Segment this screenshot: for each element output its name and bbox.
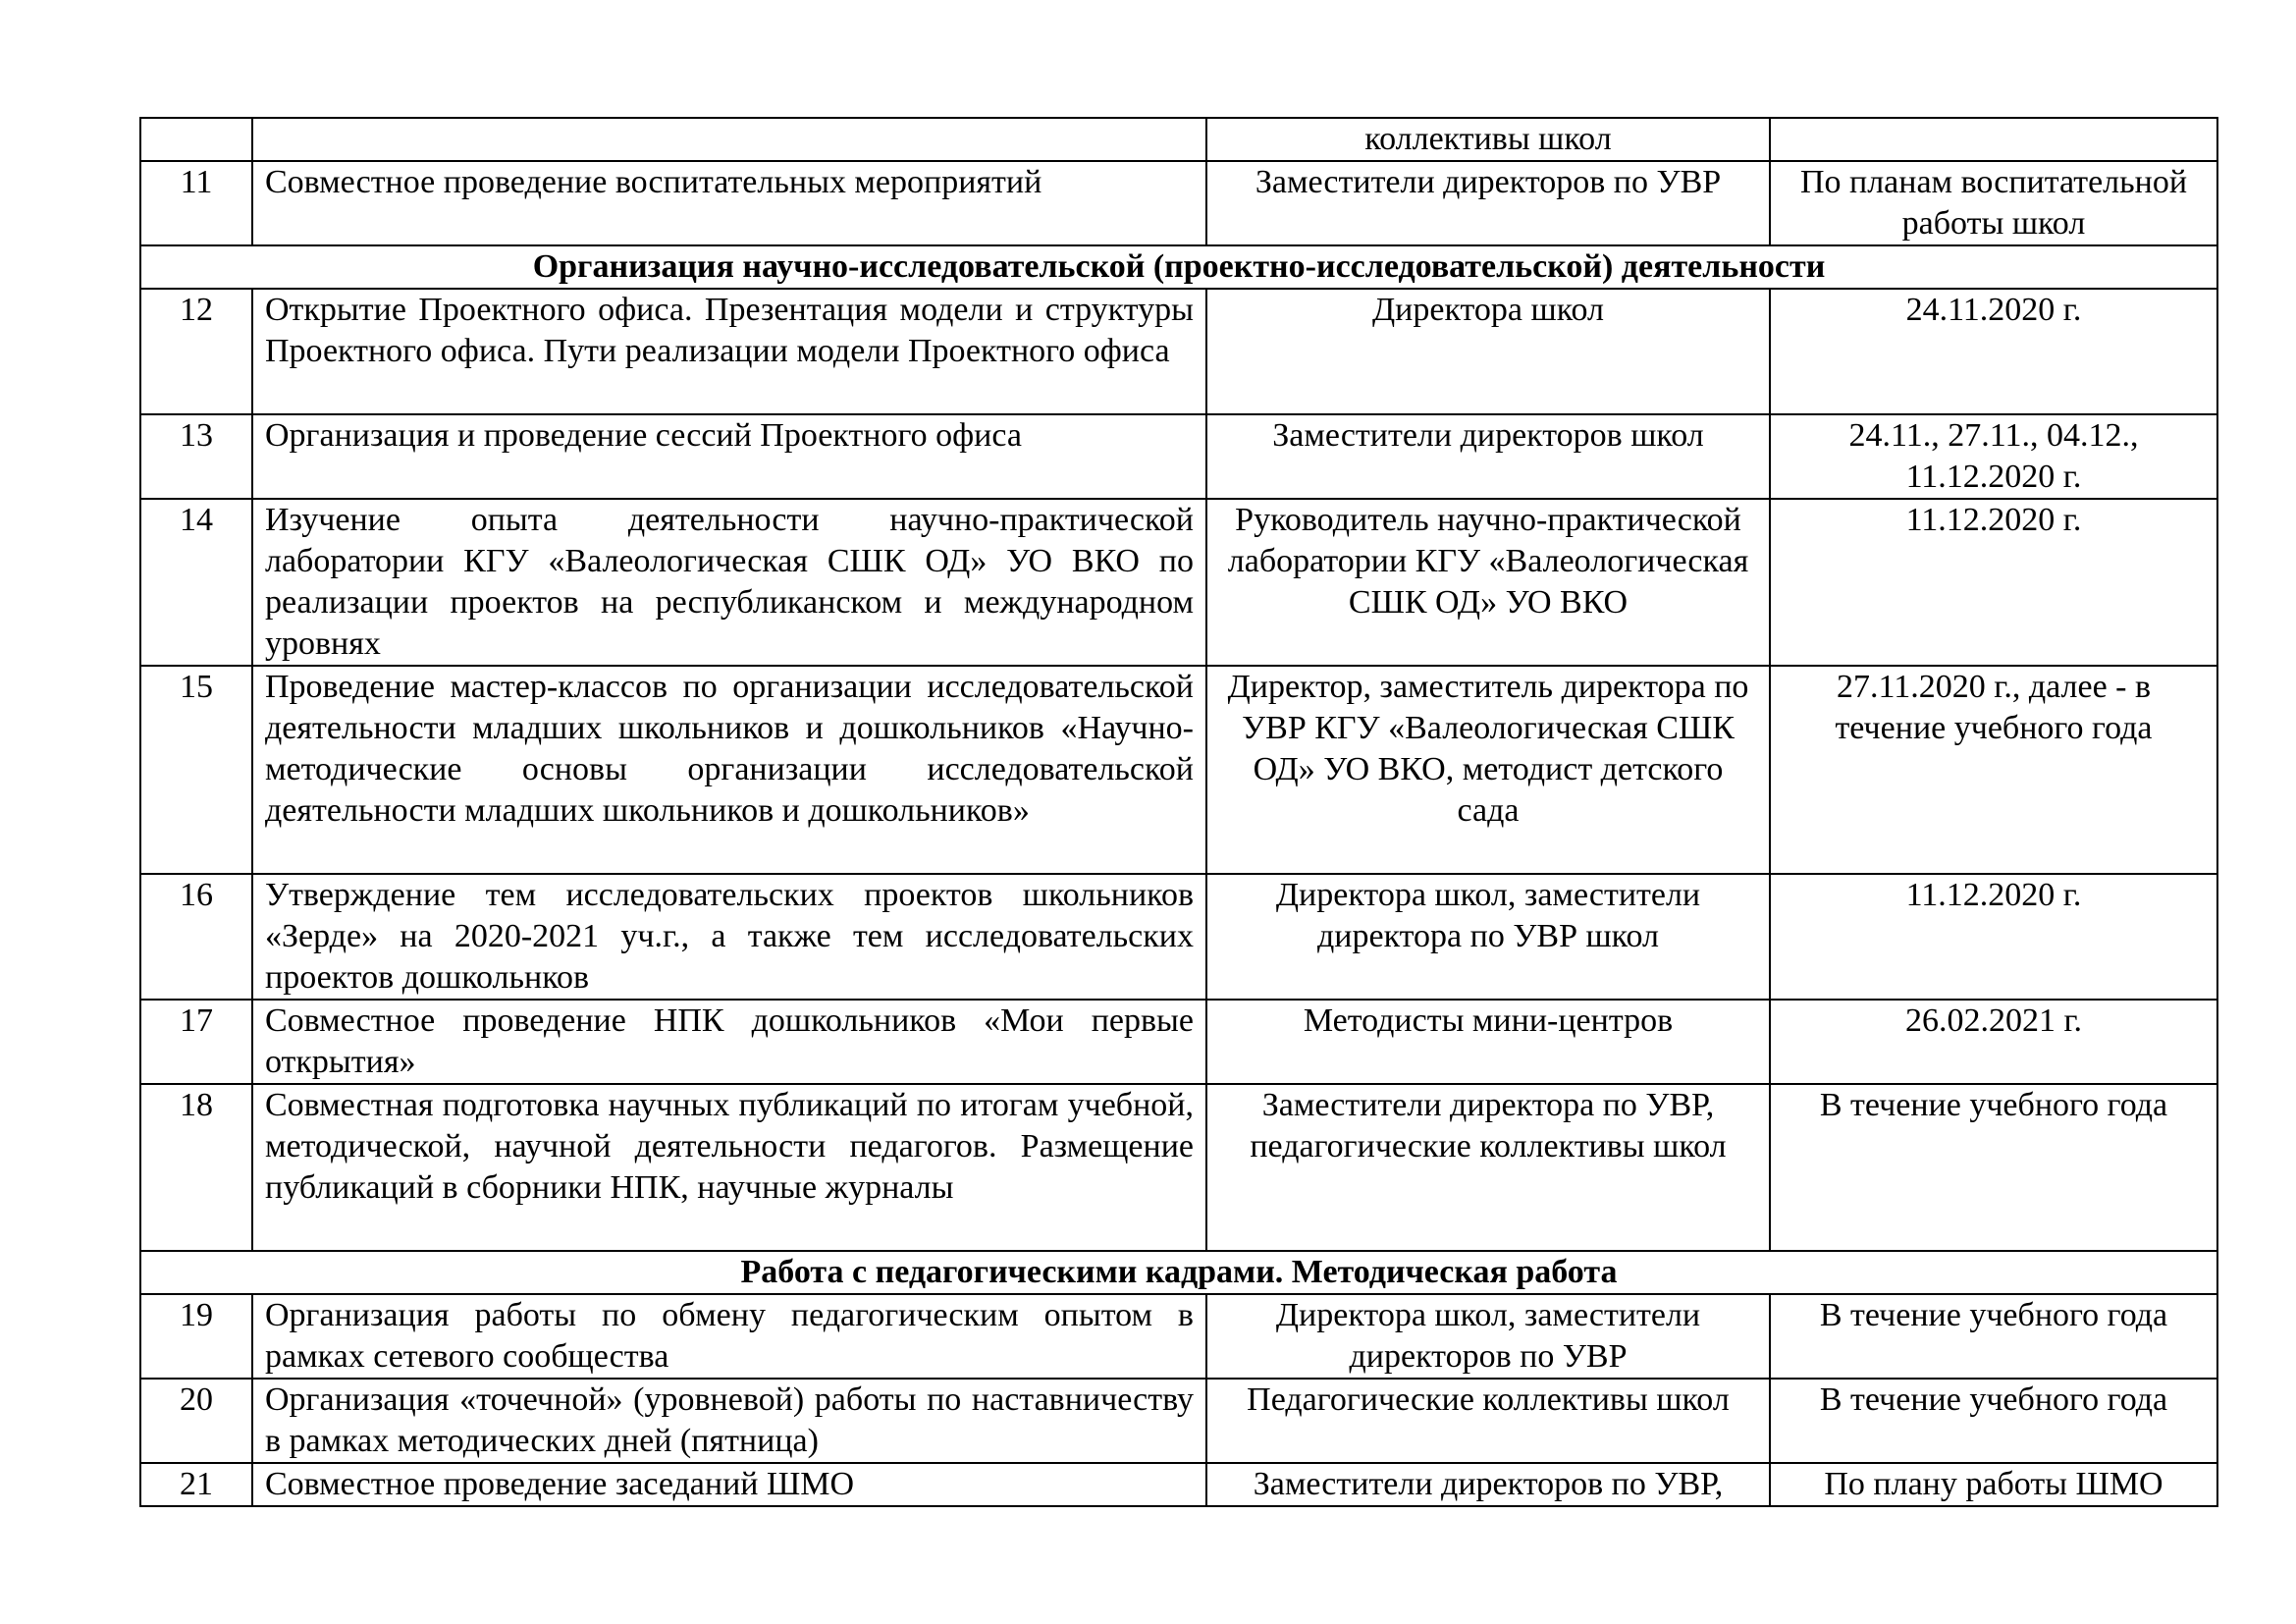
responsible-cell: Заместители директоров школ <box>1206 414 1770 499</box>
date-cell: 24.11., 27.11., 04.12., 11.12.2020 г. <box>1770 414 2217 499</box>
date-cell: 11.12.2020 г. <box>1770 874 2217 1000</box>
event-cell: Совместная подготовка научных публикаций по итогам учебной, методической, научной деятельности педагогов. Размещение публикаций в сборники НПК, научные журналы <box>252 1084 1206 1251</box>
event-cell: Совместное проведение заседаний ШМО <box>252 1463 1206 1506</box>
table-row <box>140 874 2217 1000</box>
row-number: 15 <box>140 666 252 874</box>
responsible-cell: Руководитель научно-практической лаборатории КГУ «Валеологическая СШК ОД» УО ВКО <box>1206 499 1770 666</box>
table-row <box>140 1000 2217 1084</box>
responsible-cell: Методисты мини-центров <box>1206 1000 1770 1084</box>
responsible-cell: Заместители директоров по УВР, <box>1206 1463 1770 1506</box>
row-number: 16 <box>140 874 252 1000</box>
event-cell: Открытие Проектного офиса. Презентация модели и структуры Проектного офиса. Пути реализации модели Проектного офиса <box>252 289 1206 414</box>
table-row <box>140 289 2217 414</box>
section-row <box>140 1251 2217 1294</box>
table-row <box>140 666 2217 874</box>
event-cell: Организация работы по обмену педагогическим опытом в рамках сетевого сообщества <box>252 1294 1206 1379</box>
section-row <box>140 245 2217 289</box>
table-row <box>140 161 2217 245</box>
date-cell: В течение учебного года <box>1770 1379 2217 1463</box>
table-row <box>140 499 2217 666</box>
responsible-cell: Директора школ <box>1206 289 1770 414</box>
responsible-cell: Заместители директора по УВР, педагогические коллективы школ <box>1206 1084 1770 1251</box>
document-page <box>139 117 2216 1507</box>
date-cell: 27.11.2020 г., далее - в течение учебного года <box>1770 666 2217 874</box>
responsible-cell: Заместители директоров по УВР <box>1206 161 1770 245</box>
responsible-cell: Директора школ, заместители директора по УВР школ <box>1206 874 1770 1000</box>
row-number: 18 <box>140 1084 252 1251</box>
responsible-cell: Педагогические коллективы школ <box>1206 1379 1770 1463</box>
event-cell: Организация «точечной» (уровневой) работы по наставничеству в рамках методических дней (пятница) <box>252 1379 1206 1463</box>
section-heading: Организация научно-исследовательской (проектно-исследовательской) деятельности <box>140 245 2217 289</box>
responsible-cell: Директор, заместитель директора по УВР КГУ «Валеологическая СШК ОД» УО ВКО, методист детского сада <box>1206 666 1770 874</box>
row-number: 13 <box>140 414 252 499</box>
row-number: 19 <box>140 1294 252 1379</box>
event-cell: Утверждение тем исследовательских проектов школьников «Зерде» на 2020-2021 уч.г., а также тем исследовательских проектов дошкольнков <box>252 874 1206 1000</box>
section-heading: Работа с педагогическими кадрами. Методическая работа <box>140 1251 2217 1294</box>
row-number: 21 <box>140 1463 252 1506</box>
table-row <box>140 118 2217 161</box>
row-number: 20 <box>140 1379 252 1463</box>
date-cell: По плану работы ШМО <box>1770 1463 2217 1506</box>
table-row <box>140 1463 2217 1506</box>
row-number <box>140 118 252 161</box>
date-cell: По планам воспитательной работы школ <box>1770 161 2217 245</box>
row-number: 12 <box>140 289 252 414</box>
event-cell: Организация и проведение сессий Проектного офиса <box>252 414 1206 499</box>
date-cell: 24.11.2020 г. <box>1770 289 2217 414</box>
plan-table <box>139 117 2218 1507</box>
date-cell: 11.12.2020 г. <box>1770 499 2217 666</box>
responsible-cell: коллективы школ <box>1206 118 1770 161</box>
table-row <box>140 1294 2217 1379</box>
date-cell: В течение учебного года <box>1770 1294 2217 1379</box>
row-number: 14 <box>140 499 252 666</box>
table-row <box>140 414 2217 499</box>
row-number: 11 <box>140 161 252 245</box>
event-cell: Изучение опыта деятельности научно-практической лаборатории КГУ «Валеологическая СШК ОД» УО ВКО по реализации проектов на республиканском и международном уровнях <box>252 499 1206 666</box>
event-cell: Совместное проведение НПК дошкольников «Мои первые открытия» <box>252 1000 1206 1084</box>
event-cell: Совместное проведение воспитательных мероприятий <box>252 161 1206 245</box>
responsible-cell: Директора школ, заместители директоров по УВР <box>1206 1294 1770 1379</box>
event-cell <box>252 118 1206 161</box>
date-cell: 26.02.2021 г. <box>1770 1000 2217 1084</box>
event-cell: Проведение мастер-классов по организации исследовательской деятельности младших школьников и дошкольников «Научно-методические основы организации исследовательской деятельности младших школьников и дошкольников» <box>252 666 1206 874</box>
table-row <box>140 1084 2217 1251</box>
date-cell: В течение учебного года <box>1770 1084 2217 1251</box>
table-row <box>140 1379 2217 1463</box>
row-number: 17 <box>140 1000 252 1084</box>
date-cell <box>1770 118 2217 161</box>
